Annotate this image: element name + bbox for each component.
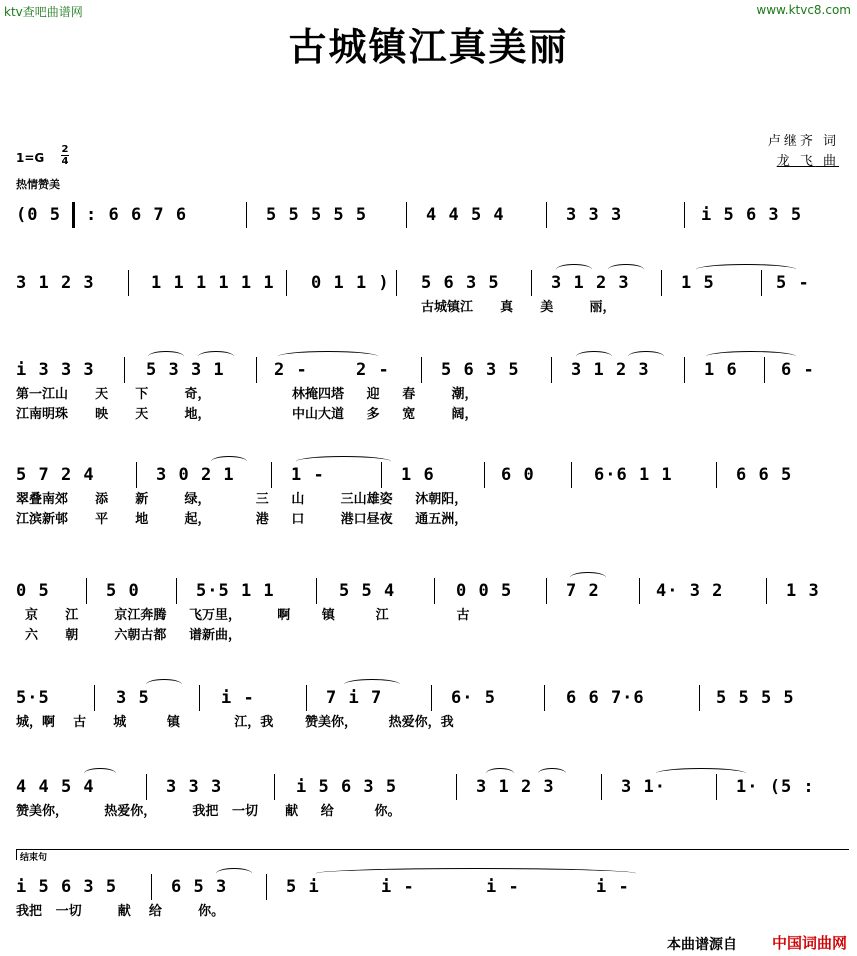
barline (124, 357, 125, 383)
barline (396, 270, 397, 296)
lyric-text: 江南明珠 映 天 地， 中山大道 多 宽 阔， (16, 407, 478, 422)
measure: i - (221, 688, 255, 708)
measure: 5 5 5 5 5 (266, 205, 368, 225)
barline (266, 874, 267, 900)
measure: 1 - (291, 465, 325, 485)
measure: 7 i 7 (326, 688, 383, 708)
barline (286, 270, 287, 296)
slur (146, 679, 182, 690)
lyric-text: 江滨新邨 平 地 起， 港 口 港口昼夜 通五洲， (16, 512, 468, 527)
lyric-text: 古城镇江 真 美 丽， (421, 300, 616, 315)
barline (199, 685, 200, 711)
lyricist-credit: 卢继齐 词 (767, 134, 839, 149)
measure: 3 1 2 3 (476, 777, 555, 797)
slur (538, 768, 566, 779)
watermark-right: www.ktvc8.com (756, 3, 851, 17)
lyric-text: 赞美你， 热爱你， 我把 一切 献 给 你。 (16, 804, 401, 819)
lyric-line (16, 626, 826, 646)
barline (699, 685, 700, 711)
barline (456, 774, 457, 800)
barline (546, 202, 547, 228)
slur (656, 768, 746, 779)
score-system (16, 576, 826, 646)
barline (306, 685, 307, 711)
score-system (16, 268, 826, 318)
barline (128, 270, 129, 296)
barline (94, 685, 95, 711)
song-title: 古城镇江真美丽 (288, 24, 569, 69)
measure: i - (596, 877, 630, 897)
score-system (16, 872, 826, 922)
barline (406, 202, 407, 228)
measure: 3 1 2 3 (571, 360, 650, 380)
slur (696, 264, 796, 275)
barline (544, 685, 545, 711)
measure: 6·6 1 1 (594, 465, 673, 485)
measure: i 5 6 3 5 (16, 877, 118, 897)
measure: 6· 5 (451, 688, 496, 708)
measure: 5 7 2 4 (16, 465, 95, 485)
barline (86, 578, 87, 604)
slur (198, 351, 234, 362)
lyric-text: 城，啊 古 城 镇 江，我 赞美你， 热爱你，我 (16, 715, 454, 730)
measure: i - (486, 877, 520, 897)
score-system (16, 355, 826, 425)
barline (431, 685, 432, 711)
barline (421, 357, 422, 383)
lyric-line (16, 606, 826, 626)
credits (768, 132, 839, 172)
slur (556, 264, 592, 275)
lyric-line (16, 510, 826, 530)
lyric-line (16, 385, 826, 405)
measure: 5 6 3 5 (421, 273, 500, 293)
barline (551, 357, 552, 383)
slur (608, 264, 644, 275)
lyric-line (16, 902, 826, 922)
measure: 5 i (286, 877, 320, 897)
footer-site-link[interactable]: 中国词曲网 (771, 934, 847, 952)
measure: 3 1· (621, 777, 666, 797)
measure: (0 5 (16, 205, 61, 225)
measure: i - (381, 877, 415, 897)
slur (148, 351, 184, 362)
barline (151, 874, 152, 900)
barline (72, 202, 75, 228)
notation-row (16, 268, 826, 298)
measure: 1· (5 : (736, 777, 815, 797)
barline (546, 578, 547, 604)
slur (211, 456, 247, 467)
notation-row (16, 872, 826, 902)
measure: 3 1 2 3 (16, 273, 95, 293)
barline (684, 202, 685, 228)
barline (146, 774, 147, 800)
slur (278, 351, 378, 362)
measure: 6 6 5 (736, 465, 793, 485)
notation-row (16, 683, 826, 713)
lyric-line (16, 405, 826, 425)
barline (136, 462, 137, 488)
coda-label: 结束句 (16, 849, 849, 860)
measure: i 5 6 3 5 (296, 777, 398, 797)
barline (271, 462, 272, 488)
barline (256, 357, 257, 383)
notation-row (16, 460, 826, 490)
notation-row (16, 200, 826, 230)
barline (316, 578, 317, 604)
lyric-text: 京 江 京江奔腾 飞万里， 啊 镇 江 古 (16, 608, 470, 623)
measure: 7 2 (566, 581, 600, 601)
barline (274, 774, 275, 800)
measure: : 6 6 7 6 (86, 205, 188, 225)
measure: 5 - (776, 273, 810, 293)
measure: 1 3 (786, 581, 820, 601)
score-system (16, 460, 826, 530)
slur (628, 351, 664, 362)
measure: 0 0 5 (456, 581, 513, 601)
slur (706, 351, 796, 362)
measure: 6 0 (501, 465, 535, 485)
barline (571, 462, 572, 488)
tempo-marking: 热情赞美 (16, 178, 60, 191)
measure: 5 0 (106, 581, 140, 601)
slur (570, 572, 606, 583)
barline (246, 202, 247, 228)
measure: i 3 3 3 (16, 360, 95, 380)
measure: 5 5 4 (339, 581, 396, 601)
composer-credit: 龙 飞 曲 (776, 154, 839, 169)
time-signature: 2 4 (61, 144, 69, 167)
lyric-text: 我把 一切 献 给 你。 (16, 904, 225, 919)
measure: 0 1 1 ) (311, 273, 390, 293)
measure: 3 3 3 (166, 777, 223, 797)
notation-row (16, 355, 826, 385)
measure: 2 - (274, 360, 308, 380)
measure: 1 1 1 1 1 1 (151, 273, 275, 293)
slur (344, 679, 400, 690)
notation-row (16, 772, 826, 802)
measure: 3 5 (116, 688, 150, 708)
slur (316, 868, 636, 879)
measure: i 5 6 3 5 (701, 205, 803, 225)
measure: 4· 3 2 (656, 581, 724, 601)
slur (576, 351, 612, 362)
slur (296, 456, 391, 467)
measure: 1 6 (401, 465, 435, 485)
score-system (16, 683, 826, 733)
measure: 4 4 5 4 (16, 777, 95, 797)
slur (486, 768, 514, 779)
score-system (16, 200, 826, 230)
barline (639, 578, 640, 604)
key-signature: 1=G (16, 151, 45, 165)
measure: 6 6 7·6 (566, 688, 645, 708)
measure: 3 1 2 3 (551, 273, 630, 293)
barline (766, 578, 767, 604)
measure: 3 0 2 1 (156, 465, 235, 485)
notation-row (16, 576, 826, 606)
measure: 6 5 3 (171, 877, 228, 897)
lyric-text: 第一江山 天 下 奇， 林掩四塔 迎 春 潮， (16, 387, 478, 402)
lyric-line (16, 802, 826, 822)
measure: 1 5 (681, 273, 715, 293)
barline (601, 774, 602, 800)
score-system (16, 772, 826, 822)
barline (716, 462, 717, 488)
barline (684, 357, 685, 383)
measure: 1 6 (704, 360, 738, 380)
barline (484, 462, 485, 488)
slur (84, 768, 116, 779)
measure: 5·5 (16, 688, 50, 708)
measure: 5·5 1 1 (196, 581, 275, 601)
watermark-left: ktv查吧曲谱网 (4, 5, 83, 19)
measure: 6 - (781, 360, 815, 380)
lyric-text: 翠叠南郊 添 新 绿， 三 山 三山雄姿 沐朝阳， (16, 492, 468, 507)
measure: 0 5 (16, 581, 50, 601)
barline (531, 270, 532, 296)
lyric-line (16, 713, 826, 733)
measure: 4 4 5 4 (426, 205, 505, 225)
measure: 3 3 3 (566, 205, 623, 225)
lyric-text: 六 朝 六朝古都 谱新曲， (16, 628, 242, 643)
barline (176, 578, 177, 604)
measure: 2 - (356, 360, 390, 380)
slur (216, 868, 252, 879)
footer-source-text: 本曲谱源自 (667, 937, 737, 953)
lyric-line (16, 298, 826, 318)
measure: 5 5 5 5 (716, 688, 795, 708)
barline (434, 578, 435, 604)
measure: 5 3 3 1 (146, 360, 225, 380)
measure: 5 6 3 5 (441, 360, 520, 380)
barline (661, 270, 662, 296)
lyric-line (16, 490, 826, 510)
